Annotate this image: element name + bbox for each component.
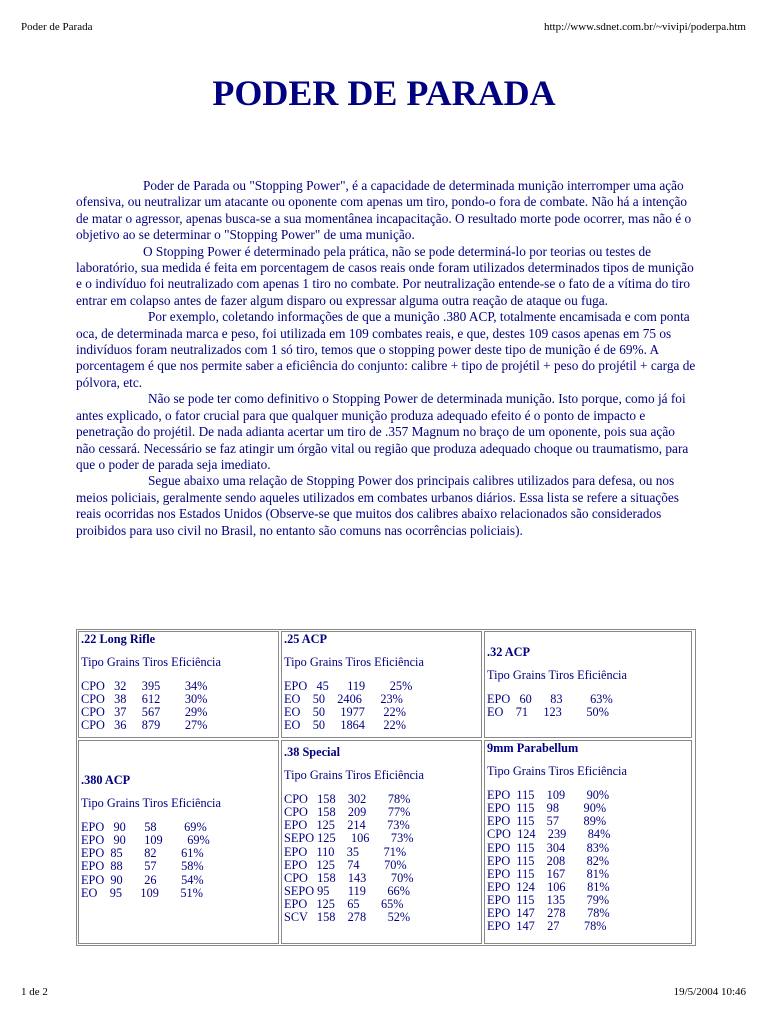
data-row: EPO 115 109 90% xyxy=(487,788,610,803)
caliber-name: .38 Special xyxy=(284,745,341,759)
data-row: EPO 147 278 78% xyxy=(487,906,610,921)
data-row: SEPO 125 106 73% xyxy=(284,831,414,846)
paragraph: Não se pode ter como definitivo o Stopping Power de determinada munição. Isto porque, como já foi antes explicado, o fator crucial para que qualquer munição produza adequado efeito é o ponto de impacto e penetração do projétil. De nada adianta acertar um tiro de .357 Magnum no braço de um oponente, pois sua ação não cessará. Necessário se faz atingir um órgão vital ou região que produza adequado choque ou traumatismo, para que o poder de parada seja imediato. xyxy=(76,391,689,472)
data-row: EPO 88 57 58% xyxy=(81,859,204,874)
caliber-cell-380acp xyxy=(78,740,279,944)
data-row: EPO 115 304 83% xyxy=(487,840,610,855)
paragraph: Segue abaixo uma relação de Stopping Power dos principais calibres utilizados para defesa, ou nos meios policiais, geralmente sendo aqueles utilizados em combates urbanos diários. Essa lista se refere a situações reais ocorridas nos Estados Unidos (Observe-se que muitos dos calibres abaixo relacionados são considerados proibidos para uso civil no Brasil, no entanto são comuns nas ocorrências policiais). xyxy=(76,473,679,538)
data-row: SCV 158 278 52% xyxy=(284,910,411,925)
data-row: CPO 158 302 78% xyxy=(284,792,411,807)
column-header: Tipo Grains Tiros Eficiência xyxy=(487,764,627,779)
data-row: CPO 158 209 77% xyxy=(284,805,411,820)
caliber-cell-25acp xyxy=(281,631,482,738)
data-row: EO 50 1864 22% xyxy=(284,718,406,733)
stopping-power-table xyxy=(76,629,696,946)
data-row: EO 95 109 51% xyxy=(81,885,203,900)
data-row: CPO 124 239 84% xyxy=(487,827,611,842)
column-header: Tipo Grains Tiros Eficiência xyxy=(81,796,221,811)
data-row: EPO 60 83 63% xyxy=(487,692,613,707)
data-row: CPO 38 612 30% xyxy=(81,692,208,707)
data-row: EPO 125 214 73% xyxy=(284,818,410,833)
data-row: EPO 85 82 61% xyxy=(81,846,204,861)
data-row: CPO 158 143 70% xyxy=(284,870,414,885)
data-row: EO 71 123 50% xyxy=(487,705,609,720)
data-row: EPO 110 35 71% xyxy=(284,844,407,859)
column-header: Tipo Grains Tiros Eficiência xyxy=(81,655,221,670)
table-row xyxy=(77,739,695,945)
caliber-name: .380 ACP xyxy=(81,773,131,787)
data-row: CPO 36 879 27% xyxy=(81,718,208,733)
paragraph: Poder de Parada ou "Stopping Power", é a capacidade de determinada munição interromper uma ação ofensiva, ou neutralizar um atacante ou oponente com apenas um tiro, pondo-o fora de combate. Não há a intenção de matar o agressor, apenas busca-se a sua momentânea incapacitação. O resultado morte pode ocorrer, mas não é o objetivo ao se determinar o "Stopping Power" de uma munição. xyxy=(76,178,692,243)
page-title: PODER DE PARADA xyxy=(212,73,556,113)
data-row: EO 50 1977 22% xyxy=(284,705,406,720)
column-header: Tipo Grains Tiros Eficiência xyxy=(284,655,424,670)
browser-url: http://www.sdnet.com.br/~vivipi/poderpa.htm xyxy=(544,21,746,33)
data-row: EPO 90 26 54% xyxy=(81,872,204,887)
data-row: EPO 124 106 81% xyxy=(487,879,610,894)
caliber-name: .25 ACP xyxy=(284,632,328,646)
table-row xyxy=(77,630,695,739)
browser-page-title: Poder de Parada xyxy=(21,21,93,33)
data-row: EPO 90 109 69% xyxy=(81,833,210,848)
caliber-cell-9mm xyxy=(484,740,692,944)
article-body xyxy=(76,178,696,539)
page-number: 1 de 2 xyxy=(21,986,48,998)
data-row: EPO 115 208 82% xyxy=(487,853,610,868)
data-row: EPO 115 167 81% xyxy=(487,866,610,881)
caliber-cell-22lr xyxy=(78,631,279,738)
paragraph: Por exemplo, coletando informações de que a munição .380 ACP, totalmente encamisada e com ponta oca, de determinada marca e peso, foi utilizada em 109 combates reais, e que, destes 109 casos apenas em 75 os indivíduos foram neutralizados com 1 só tiro, temos que o stopping power deste tipo de munição é de 69%. A porcentagem é que nos permite saber a eficiência do conjunto: calibre + tipo de projétil + peso do projétil + carga de pólvora, etc. xyxy=(76,309,696,390)
caliber-name: .22 Long Rifle xyxy=(81,632,156,646)
data-row: EPO 147 27 78% xyxy=(487,919,607,934)
data-row: EPO 115 57 89% xyxy=(487,814,607,829)
data-row: EPO 115 98 90% xyxy=(487,801,607,816)
column-header: Tipo Grains Tiros Eficiência xyxy=(487,668,627,683)
print-datetime: 19/5/2004 10:46 xyxy=(673,986,746,998)
caliber-cell-32acp xyxy=(484,631,692,738)
caliber-name: 9mm Parabellum xyxy=(487,741,579,755)
data-row: EPO 125 74 70% xyxy=(284,857,407,872)
data-row: CPO 32 395 34% xyxy=(81,679,208,694)
data-row: CPO 37 567 29% xyxy=(81,705,208,720)
data-row: EPO 45 119 25% xyxy=(284,679,413,694)
data-row: EPO 115 135 79% xyxy=(487,892,610,907)
caliber-name: .32 ACP xyxy=(487,645,531,659)
data-row: EO 50 2406 23% xyxy=(284,692,403,707)
data-row: SEPO 95 119 66% xyxy=(284,883,410,898)
paragraph: O Stopping Power é determinado pela prática, não se pode determiná-lo por teorias ou testes de laboratório, sua medida é feita em porcentagem de casos reais onde foram utilizados determinados tipos de munição e o indivíduo foi neutralizado com apenas 1 tiro no combate. Por neutralização entende-se o fato de a vítima do tiro entrar em colapso antes de fazer algum disparo ou expressar alguma outra reação de ataque ou fuga. xyxy=(76,243,694,308)
caliber-cell-38special xyxy=(281,740,482,944)
data-row: EPO 90 58 69% xyxy=(81,820,207,835)
column-header: Tipo Grains Tiros Eficiência xyxy=(284,768,424,783)
data-row: EPO 125 65 65% xyxy=(284,896,404,911)
